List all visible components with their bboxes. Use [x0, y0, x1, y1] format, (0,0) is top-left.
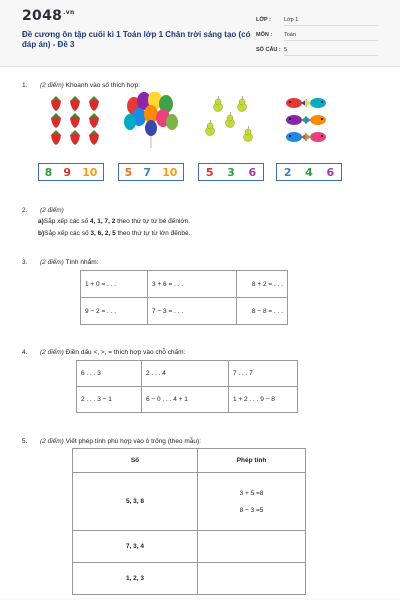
- table-cell: 1 + 2 . . . 9 − 8: [229, 387, 298, 413]
- table-row: [81, 271, 288, 298]
- table-row: [73, 563, 306, 595]
- write-operations-table: [72, 448, 306, 595]
- table-cell: [198, 473, 306, 531]
- strawberry-icon: [51, 96, 99, 145]
- table-cell: 9 − 2 = . . .: [81, 298, 148, 325]
- example-operation: 8 − 3 =5: [239, 506, 264, 514]
- choice-number[interactable]: 5: [205, 165, 214, 179]
- question-5-heading: 5. (2 điểm) Viết phép tính phù hợp vào ô trống (theo mẫu):: [22, 438, 201, 445]
- choice-box-fish[interactable]: [276, 163, 342, 181]
- choice-number[interactable]: 4: [305, 165, 313, 179]
- table-row: [73, 473, 306, 531]
- question-4-heading: 4. (2 điểm) Điền dấu <, >, = thích hợp vào chỗ chấm:: [22, 349, 186, 356]
- choice-number[interactable]: 2: [283, 165, 292, 179]
- compare-table: [76, 360, 298, 413]
- choice-number[interactable]: 10: [82, 165, 98, 179]
- table-cell: 1 + 0 = . . .: [81, 271, 148, 298]
- question-2b: b)Sắp xếp các số 3, 6, 2, 5 theo thứ tự từ lớn đếnbé.: [38, 230, 191, 237]
- meta-question-count: SỐ CÂU : 5: [256, 47, 378, 56]
- meta-subject: MÔN : Toán: [256, 32, 378, 41]
- question-1-heading: 1. (2 điểm) Khoanh vào số thích hợp:: [22, 82, 141, 89]
- choice-number[interactable]: 6: [248, 165, 257, 179]
- fish-picture: [282, 95, 334, 147]
- table-cell: 3 + 6 = . . .: [148, 271, 237, 298]
- table-cell: 7 − 3 = . . .: [148, 298, 237, 325]
- table-row: [77, 361, 298, 387]
- choice-number[interactable]: 8: [44, 165, 53, 179]
- mental-math-table: [80, 270, 288, 325]
- choice-number[interactable]: 5: [124, 165, 133, 179]
- choice-number[interactable]: 10: [162, 165, 178, 179]
- choice-box-balloons[interactable]: [118, 163, 184, 181]
- table-cell: 7 . . . 7: [229, 361, 298, 387]
- balloon-icon: [124, 92, 178, 148]
- fish-icon: [286, 98, 326, 142]
- answer-cell[interactable]: [198, 563, 306, 595]
- choice-number[interactable]: 6: [326, 165, 335, 179]
- table-cell: 8 + 2 = . . .: [237, 271, 288, 298]
- pear-icon: [206, 96, 253, 142]
- choice-box-strawberries[interactable]: [38, 163, 104, 181]
- table-row: [81, 298, 288, 325]
- table-header-row: [73, 449, 306, 473]
- question-2a: a)Sắp xếp các số 4, 1, 7, 2 theo thứ tự từ bé đếnlớn.: [38, 218, 191, 225]
- table-cell: 2 . . . 3 − 1: [77, 387, 142, 413]
- table-header-cell: Phép tính: [198, 449, 306, 473]
- question-3-heading: 3. (2 điểm) Tính nhẩm:: [22, 259, 99, 266]
- balloons-picture: [122, 92, 180, 150]
- site-logo[interactable]: $2048^{.vn}$: [22, 8, 75, 24]
- table-row: [77, 387, 298, 413]
- table-cell: 6 . . . 3: [77, 361, 142, 387]
- table-header-cell: Số: [73, 449, 198, 473]
- choice-box-pears[interactable]: [198, 163, 264, 181]
- meta-class: LỚP : Lớp 1: [256, 17, 378, 26]
- pears-picture: [200, 95, 262, 145]
- table-cell: 2 . . . 4: [142, 361, 229, 387]
- table-cell: 5, 3, 8: [73, 473, 198, 531]
- table-cell: 7, 3, 4: [73, 531, 198, 563]
- choice-number[interactable]: 9: [63, 165, 71, 179]
- choice-number[interactable]: 3: [227, 165, 235, 179]
- table-cell: 8 − 8 = . . .: [237, 298, 288, 325]
- table-row: [73, 531, 306, 563]
- table-cell: 6 − 0 . . . 4 + 1: [142, 387, 229, 413]
- document-title: Đề cương ôn tập cuối kì 1 Toán lớp 1 Chân trời sáng tạo (có đáp án) - Đề 3: [22, 30, 251, 49]
- choice-number[interactable]: 7: [143, 165, 151, 179]
- answer-cell[interactable]: [198, 531, 306, 563]
- table-cell: 1, 2, 3: [73, 563, 198, 595]
- example-operation: 3 + 5 =8: [239, 489, 264, 497]
- document-header: [0, 0, 400, 67]
- strawberries-picture: [48, 95, 106, 145]
- question-2-heading: 2. (2 điểm): [22, 207, 64, 214]
